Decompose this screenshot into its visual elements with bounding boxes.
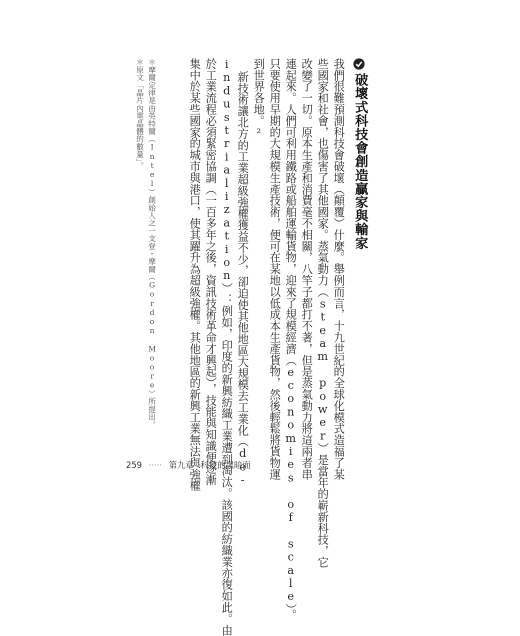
paragraph-1-line-2: 些國家和社會，也傷害了其他國家。蒸氣動力（steam power）是當年的嶄新科技，它 <box>316 58 330 568</box>
footnote-2: ＊原文「晶片內電晶體的數量」。 <box>135 58 145 170</box>
footnote-1: ＊摩爾定律是由英特爾（Intel）創始人之一支登・摩爾（Gordon Moore）所提出。 <box>147 58 157 429</box>
paragraph-1-line-3: 改變了一切。原本生產和消費毫不相關，八竿子都打不著，但是蒸氣動力將這兩者串 <box>300 58 314 480</box>
paragraph-1-line-4: 連起來。人們可利用鐵路或船舶運輸貨物，迎來了規模經濟（economies of scale）。 <box>284 58 298 621</box>
paragraph-1-line-6: 到世界各地。² <box>252 58 266 140</box>
paragraph-2-line-4: 集中於某些國家的城市與港口，使其躍升為超級強權。其他地區的新興工業無法與強權 <box>188 58 202 492</box>
section-bullet-icon <box>353 58 365 70</box>
chapter-label: 第九章 <box>168 460 194 470</box>
section-heading <box>353 58 366 313</box>
page-footer <box>126 459 255 471</box>
paragraph-2-line-2: industrialization）：例如，印度的新興紡織工業遭到淘汰。該國的紡織業亦復如此。由 <box>220 58 234 636</box>
section-heading-text: 破壞式科技會創造贏家與輸家 <box>352 73 368 250</box>
paragraph-2-line-1: 新技術讓北方的工業超級強權獲益不少，卻迫使其他地區大規模去工業化（de- <box>236 71 250 487</box>
chapter-title: 科技的黑暗面 <box>200 460 251 470</box>
paragraph-1-line-1: 我們很難預測科技會破壞（顛覆）什麼。舉例而言，十九世紀的全球化模式造福了某 <box>332 58 346 480</box>
paragraph-2-line-3: 於工業流程必須緊密協調（一百多年之後，資訊技術革命才興起），技能與知識便逐漸 <box>204 58 218 486</box>
paragraph-1-line-5: 只要使用早期的大規模生產技術，便可在某地以低成本生產貨物，然後輕鬆將貨物運 <box>268 58 282 480</box>
page-number: 259 <box>126 460 142 470</box>
footer-separator: ····· <box>148 460 162 470</box>
